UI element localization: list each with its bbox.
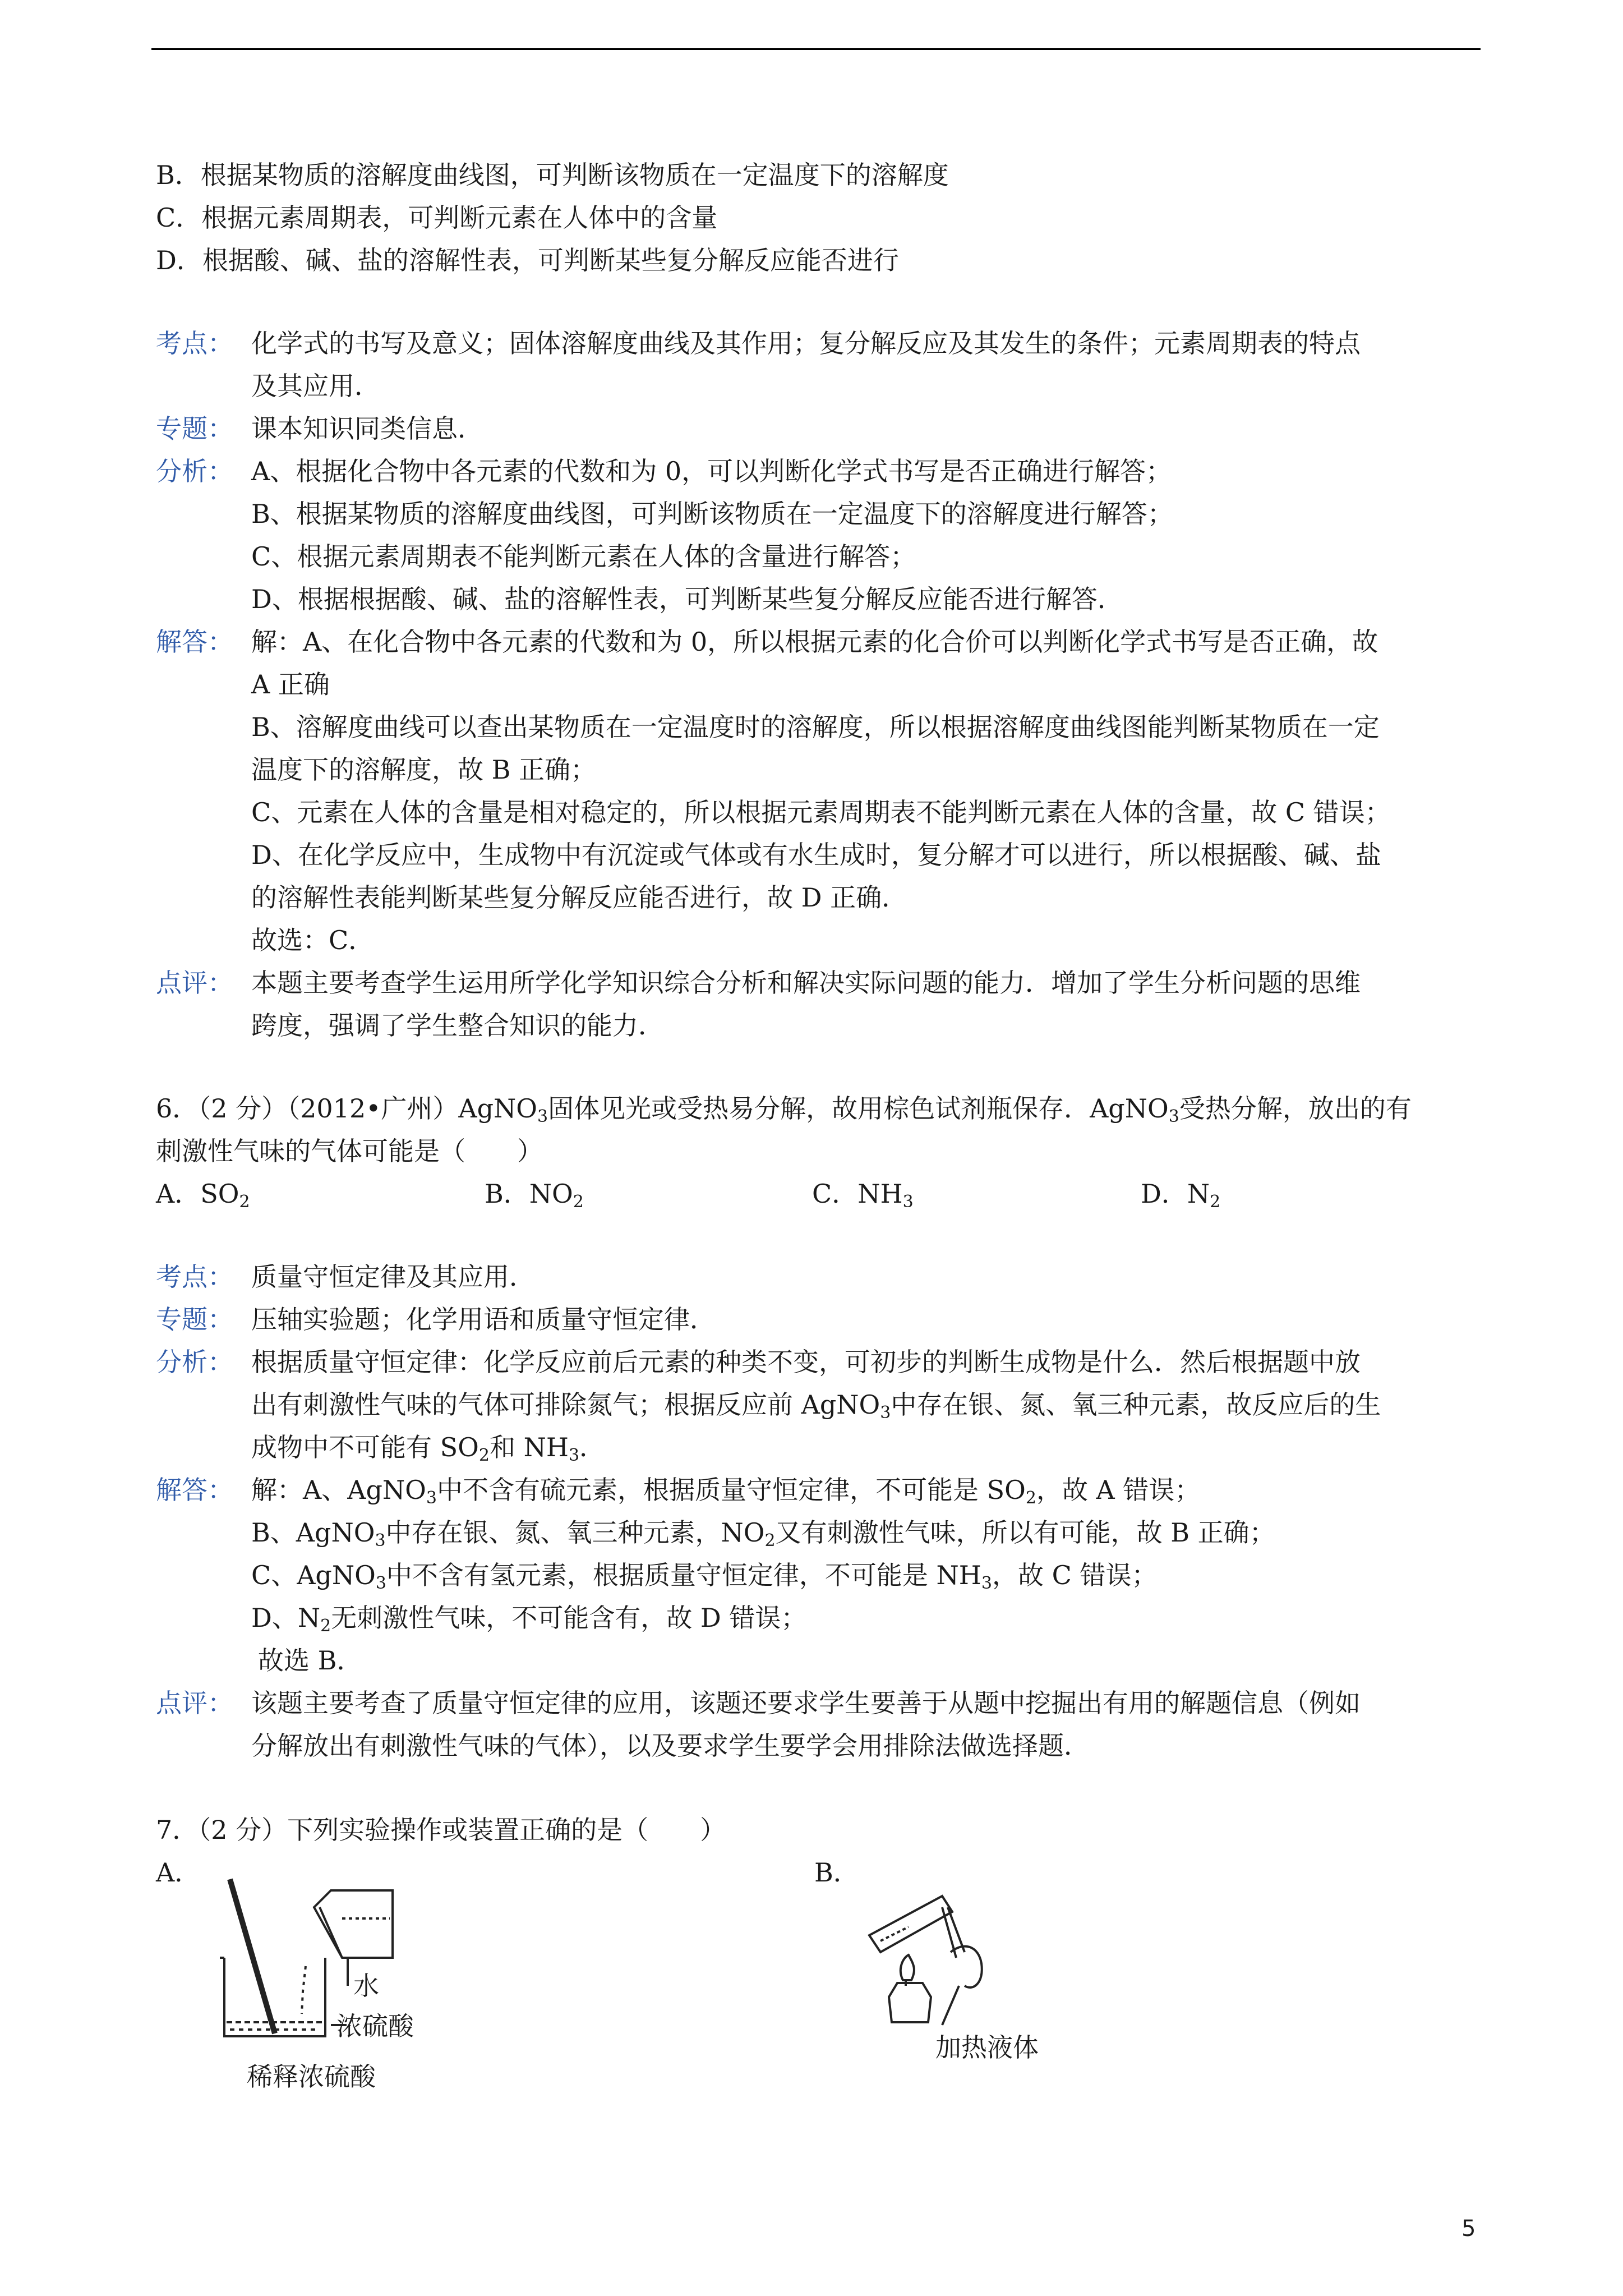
q6-zhuanti: 压轴实验题；化学用语和质量守恒定律．: [251, 1304, 716, 1335]
q5-kaodian-2: 及其应用．: [251, 371, 380, 401]
q6-kaodian: 质量守恒定律及其应用．: [251, 1262, 535, 1292]
q5-fenxi-2: B、根据某物质的溶解度曲线图，可判断该物质在一定温度下的溶解度进行解答；: [251, 499, 1173, 529]
q7-option-b: B．: [814, 1857, 859, 1888]
figure-a-label-water: 水: [353, 1971, 379, 2001]
q5-fenxi-4: D、根据根据酸、碱、盐的溶解性表，可判断某些复分解反应能否进行解答．: [251, 584, 1123, 614]
q6-option-b: B．$NO_2$: [485, 1179, 584, 1212]
q6-option-a: A．$SO_2$: [156, 1179, 250, 1212]
q6-zhuanti-label: 专题：: [156, 1304, 233, 1335]
q5-kaodian-1: 化学式的书写及意义；固体溶解度曲线及其作用；复分解反应及其发生的条件；元素周期表的特点: [251, 328, 1361, 358]
q6-stem-1: 6．（2 分）（2012•广州）AgNO$_3$固体见光或受热易分解，故用棕色试剂瓶保存．AgNO$_3$受热分解，放出的有: [156, 1093, 1412, 1126]
figure-a-caption: 稀释浓硫酸: [247, 2062, 376, 2092]
q6-jieda-5: 故选 B．: [258, 1645, 363, 1676]
q6-kaodian-label: 考点：: [156, 1262, 233, 1292]
figure-a-label-acid: 浓硫酸: [336, 2011, 414, 2041]
q6-fenxi-1: 根据质量守恒定律：化学反应前后元素的种类不变，可初步的判断生成物是什么．然后根据题中放: [251, 1347, 1361, 1377]
q5-fenxi-3: C、根据元素周期表不能判断元素在人体的含量进行解答；: [251, 541, 916, 572]
q5-jieda-7: 的溶解性表能判断某些复分解反应能否进行，故 D 正确．: [251, 882, 908, 913]
q6-stem-2: 刺激性气味的气体可能是（ ）: [156, 1136, 543, 1166]
q6-jieda-4: D、$N_2$无刺激性气味，不可能含有，故 D 错误；: [251, 1603, 807, 1636]
q6-jieda-1: 解：A、AgNO$_3$中不含有硫元素，根据质量守恒定律，不可能是 $SO_2$，故 A 错误；: [251, 1475, 1201, 1508]
q5-jieda-label: 解答：: [156, 627, 233, 657]
q5-jieda-1: 解：A、在化合物中各元素的代数和为 0，所以根据元素的化合价可以判断化学式书写是否正确，故: [251, 627, 1378, 657]
q5-dianping-label: 点评：: [156, 968, 233, 998]
q6-fenxi-3: 成物中不可能有 $SO_2$和 $NH_3$．: [251, 1432, 606, 1465]
q5-jieda-2: A 正确: [251, 669, 330, 700]
q6-option-c: C．$NH_3$: [812, 1179, 914, 1212]
q6-fenxi-2: 出有刺激性气味的气体可排除氮气；根据反应前 AgNO$_3$中存在银、氮、氧三种元素，故反应后的生: [251, 1389, 1381, 1423]
q6-jieda-label: 解答：: [156, 1475, 233, 1505]
q5-zhuanti: 课本知识同类信息．: [251, 413, 483, 444]
figure-b-caption: 加热液体: [935, 2032, 1039, 2063]
q5-jieda-4: 温度下的溶解度，故 B 正确；: [251, 754, 597, 785]
q5-option-d: D．根据酸、碱、盐的溶解性表，可判断某些复分解反应能否进行: [156, 245, 899, 275]
q6-dianping-2: 分解放出有刺激性气味的气体），以及要求学生要学会用排除法做选择题．: [251, 1731, 1090, 1761]
q6-jieda-2: B、AgNO$_3$中存在银、氮、氧三种元素，$NO_2$又有刺激性气味，所以有可能，故 B 正确；: [251, 1517, 1275, 1550]
q5-dianping-2: 跨度，强调了学生整合知识的能力．: [251, 1010, 664, 1041]
q7-stem: 7．（2 分）下列实验操作或装置正确的是（ ）: [156, 1815, 726, 1845]
q7-option-a: A．: [156, 1857, 201, 1888]
q5-kaodian-label: 考点：: [156, 328, 233, 358]
q5-fenxi-label: 分析：: [156, 456, 233, 486]
page-number: 5: [1461, 2216, 1476, 2242]
q5-zhuanti-label: 专题：: [156, 413, 233, 444]
q5-option-b: B．根据某物质的溶解度曲线图，可判断该物质在一定温度下的溶解度: [156, 160, 949, 190]
q6-fenxi-label: 分析：: [156, 1347, 233, 1377]
q6-option-d: D．$N_2$: [1141, 1179, 1221, 1212]
q5-jieda-8: 故选：C．: [251, 925, 375, 955]
figure-heat-liquid: [858, 1885, 1049, 2031]
q5-fenxi-1: A、根据化合物中各元素的代数和为 0，可以判断化学式书写是否正确进行解答；: [251, 456, 1172, 486]
q5-jieda-3: B、溶解度曲线可以查出某物质在一定温度时的溶解度，所以根据溶解度曲线图能判断某物质在一定: [251, 712, 1380, 742]
q6-dianping-label: 点评：: [156, 1688, 233, 1718]
q5-option-c: C．根据元素周期表，可判断元素在人体中的含量: [156, 203, 718, 233]
q5-jieda-5: C、元素在人体的含量是相对稳定的，所以根据元素周期表不能判断元素在人体的含量，故 C 错误；: [251, 797, 1391, 827]
q5-jieda-6: D、在化学反应中，生成物中有沉淀或气体或有水生成时，复分解才可以进行，所以根据酸、碱、盐: [251, 840, 1381, 870]
header-rule: [151, 48, 1481, 50]
q5-dianping-1: 本题主要考查学生运用所学化学知识综合分析和解决实际问题的能力．增加了学生分析问题的思维: [251, 968, 1361, 998]
q6-jieda-3: C、AgNO$_3$中不含有氢元素，根据质量守恒定律，不可能是 $NH_3$，故 C 错误；: [251, 1560, 1158, 1593]
q6-dianping-1: 该题主要考查了质量守恒定律的应用，该题还要求学生要善于从题中挖掘出有用的解题信息（例如: [251, 1688, 1361, 1718]
